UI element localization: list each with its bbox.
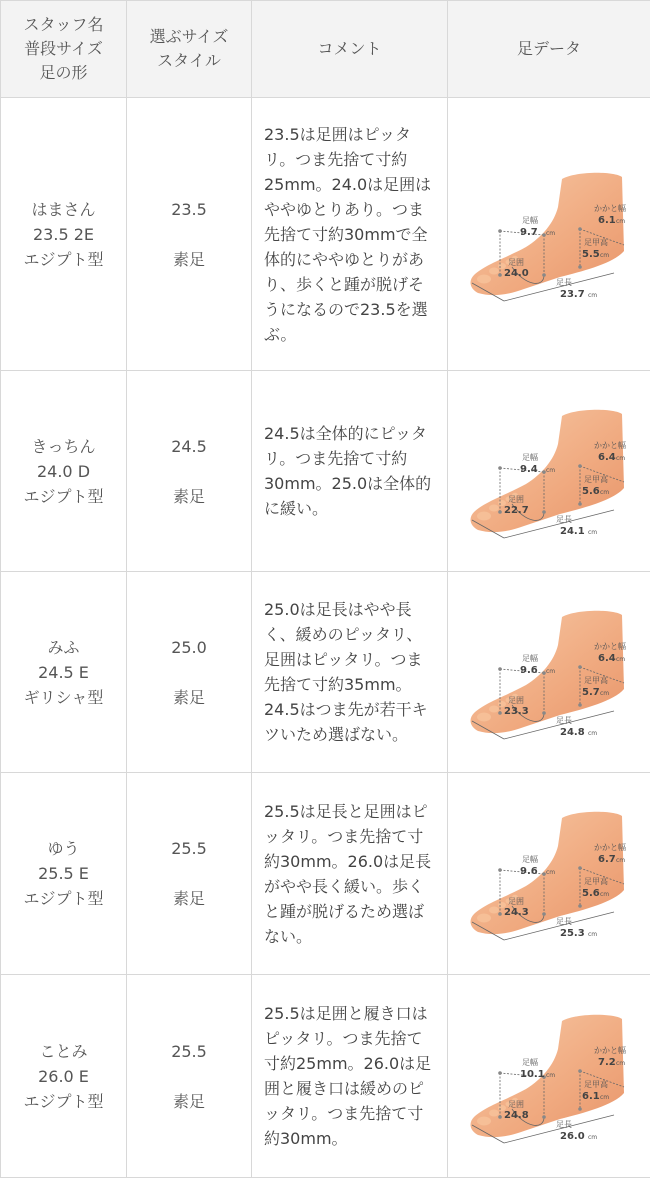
label-girth: 足囲 xyxy=(508,897,524,906)
unit-heel: cm xyxy=(616,1059,626,1067)
label-heel: かかと幅 xyxy=(594,1045,626,1055)
label-length: 足長 xyxy=(556,514,572,524)
unit-instep: cm xyxy=(600,689,610,697)
staff-foot-type: エジプト型 xyxy=(23,486,104,506)
label-width: 足幅 xyxy=(522,215,538,225)
staff-foot-type: エジプト型 xyxy=(23,889,104,908)
value-heel: 6.4 xyxy=(598,652,616,664)
unit-instep: cm xyxy=(600,1093,610,1101)
label-heel: かかと幅 xyxy=(594,641,626,651)
chosen-size: 25.5 xyxy=(171,1041,207,1061)
table-row xyxy=(1,371,650,572)
unit-instep: cm xyxy=(600,488,610,496)
chosen-size: 25.5 xyxy=(171,839,207,858)
style: 素足 xyxy=(172,486,205,506)
unit-width: cm xyxy=(546,1071,556,1079)
value-length: 26.0 xyxy=(560,1130,585,1142)
unit-instep: cm xyxy=(600,891,610,898)
unit-heel: cm xyxy=(616,655,626,663)
value-width: 10.1 xyxy=(520,1068,545,1080)
foot-diagram xyxy=(464,806,634,941)
staff-usual-size: 23.5 2E xyxy=(33,224,94,244)
unit-length: cm xyxy=(588,931,598,938)
label-length: 足長 xyxy=(556,277,572,287)
label-width: 足幅 xyxy=(522,855,538,864)
value-girth: 24.8 xyxy=(504,1109,529,1121)
header-staff-line: スタッフ名 xyxy=(23,15,104,34)
header-comment: コメント xyxy=(252,1,448,98)
staff-name: みふ xyxy=(47,637,80,657)
label-heel: かかと幅 xyxy=(594,440,626,450)
unit-heel: cm xyxy=(616,217,626,225)
staff-foot-type: ギリシャ型 xyxy=(23,687,104,707)
style: 素足 xyxy=(172,249,205,269)
value-width: 9.6 xyxy=(520,866,538,877)
size-cell xyxy=(127,371,252,572)
label-instep: 足甲高 xyxy=(584,675,608,685)
value-width: 9.7 xyxy=(520,226,538,238)
chosen-size: 24.5 xyxy=(171,436,207,456)
value-width: 9.4 xyxy=(520,463,538,475)
label-instep: 足甲高 xyxy=(584,474,608,484)
value-length: 24.1 xyxy=(560,525,585,537)
label-heel: かかと幅 xyxy=(594,203,626,213)
chosen-size: 23.5 xyxy=(171,199,207,219)
unit-length: cm xyxy=(588,1133,598,1141)
label-girth: 足囲 xyxy=(508,257,524,267)
value-length: 23.7 xyxy=(560,288,585,300)
value-width: 9.6 xyxy=(520,664,538,676)
unit-length: cm xyxy=(588,729,598,737)
value-instep: 5.5 xyxy=(582,248,600,260)
unit-width: cm xyxy=(546,667,556,675)
unit-heel: cm xyxy=(616,454,626,462)
staff-name: ゆう xyxy=(47,839,80,858)
staff-name: ことみ xyxy=(39,1041,88,1061)
unit-width: cm xyxy=(546,229,556,237)
staff-cell xyxy=(1,773,127,975)
comment-cell: 24.5は全体的にピッタリ。つま先捨て寸約30mm。25.0は全体的に緩い。 xyxy=(252,371,448,572)
staff-cell xyxy=(1,975,127,1178)
chosen-size: 25.0 xyxy=(171,637,207,657)
label-width: 足幅 xyxy=(522,653,538,663)
unit-length: cm xyxy=(588,291,598,299)
foot-diagram xyxy=(464,605,634,740)
staff-foot-type: エジプト型 xyxy=(23,1091,104,1111)
style: 素足 xyxy=(172,889,205,908)
value-heel: 7.2 xyxy=(598,1056,616,1068)
value-heel: 6.4 xyxy=(598,451,616,463)
foot-diagram xyxy=(464,404,634,539)
header-staff-line: 普段サイズ xyxy=(24,39,103,58)
foot-data-cell xyxy=(448,572,650,773)
staff-usual-size: 25.5 E xyxy=(38,864,89,883)
label-girth: 足囲 xyxy=(508,494,524,504)
value-girth: 24.3 xyxy=(504,907,529,918)
value-girth: 22.7 xyxy=(504,504,529,516)
unit-length: cm xyxy=(588,528,598,536)
comment-cell: 25.5は足長と足囲はピッタリ。つま先捨て寸約30mm。26.0は足長がやや長く緩い。歩くと踵が脱げるため選ばない。 xyxy=(252,773,448,975)
staff-cell xyxy=(1,572,127,773)
label-instep: 足甲高 xyxy=(584,237,608,247)
label-girth: 足囲 xyxy=(508,695,524,705)
staff-cell xyxy=(1,371,127,572)
label-instep: 足甲高 xyxy=(584,1079,608,1089)
value-length: 24.8 xyxy=(560,726,585,738)
staff-cell xyxy=(1,98,127,371)
value-instep: 5.6 xyxy=(582,485,600,497)
label-width: 足幅 xyxy=(522,1057,538,1067)
label-heel: かかと幅 xyxy=(594,843,626,852)
comment-cell: 25.0は足長はやや長く、緩めのピッタリ、足囲はピッタリ。つま先捨て寸約35mm。24.5はつま先が若干キツいため選ばない。 xyxy=(252,572,448,773)
unit-width: cm xyxy=(546,466,556,474)
header-size-line: 選ぶサイズ xyxy=(149,27,229,46)
label-length: 足長 xyxy=(556,1119,572,1129)
foot-diagram xyxy=(464,1009,634,1144)
table-row xyxy=(1,98,650,371)
size-cell xyxy=(127,98,252,371)
label-instep: 足甲高 xyxy=(584,877,608,886)
staff-usual-size: 24.0 D xyxy=(36,461,91,481)
table-row xyxy=(1,975,650,1178)
value-length: 25.3 xyxy=(560,928,585,939)
label-girth: 足囲 xyxy=(508,1099,524,1109)
table-row xyxy=(1,572,650,773)
staff-name: はまさん xyxy=(31,199,96,219)
size-cell xyxy=(127,572,252,773)
foot-data-cell xyxy=(448,371,650,572)
style: 素足 xyxy=(172,1091,205,1111)
unit-width: cm xyxy=(546,869,556,876)
foot-diagram xyxy=(464,167,634,302)
staff-name: きっちん xyxy=(31,436,96,456)
header-foot-data: 足データ xyxy=(448,1,650,98)
value-heel: 6.7 xyxy=(598,854,616,865)
size-cell xyxy=(127,773,252,975)
label-length: 足長 xyxy=(556,715,572,725)
header-size xyxy=(127,1,252,98)
foot-data-cell xyxy=(448,773,650,975)
value-heel: 6.1 xyxy=(598,214,616,226)
staff-usual-size: 26.0 E xyxy=(38,1066,89,1086)
value-girth: 24.0 xyxy=(504,267,529,279)
unit-instep: cm xyxy=(600,251,610,259)
value-instep: 5.7 xyxy=(582,686,600,698)
size-cell xyxy=(127,975,252,1178)
table-header-row xyxy=(1,1,650,98)
style: 素足 xyxy=(172,687,205,707)
header-size-line: スタイル xyxy=(157,51,221,70)
label-length: 足長 xyxy=(556,917,572,926)
label-width: 足幅 xyxy=(522,452,538,462)
value-girth: 23.3 xyxy=(504,705,529,717)
value-instep: 6.1 xyxy=(582,1090,600,1102)
comment-cell: 25.5は足囲と履き口はピッタリ。つま先捨て寸約25mm。26.0は足囲と履き口は緩めのピッタリ。つま先捨て寸約30mm。 xyxy=(252,975,448,1178)
header-staff-line: 足の形 xyxy=(39,63,88,82)
staff-usual-size: 24.5 E xyxy=(38,662,89,682)
unit-heel: cm xyxy=(616,857,626,864)
staff-foot-type: エジプト型 xyxy=(23,249,104,269)
value-instep: 5.6 xyxy=(582,888,600,899)
table-row xyxy=(1,773,650,975)
header-staff xyxy=(1,1,127,98)
foot-data-cell xyxy=(448,98,650,371)
foot-data-cell xyxy=(448,975,650,1178)
comment-cell: 23.5は足囲はピッタリ。つま先捨て寸約25mm。24.0は足囲はややゆとりあり。つま先捨て寸約30mmで全体的にややゆとりがあり、歩くと踵が脱げそうになるので23.5を選ぶ。 xyxy=(252,98,448,371)
